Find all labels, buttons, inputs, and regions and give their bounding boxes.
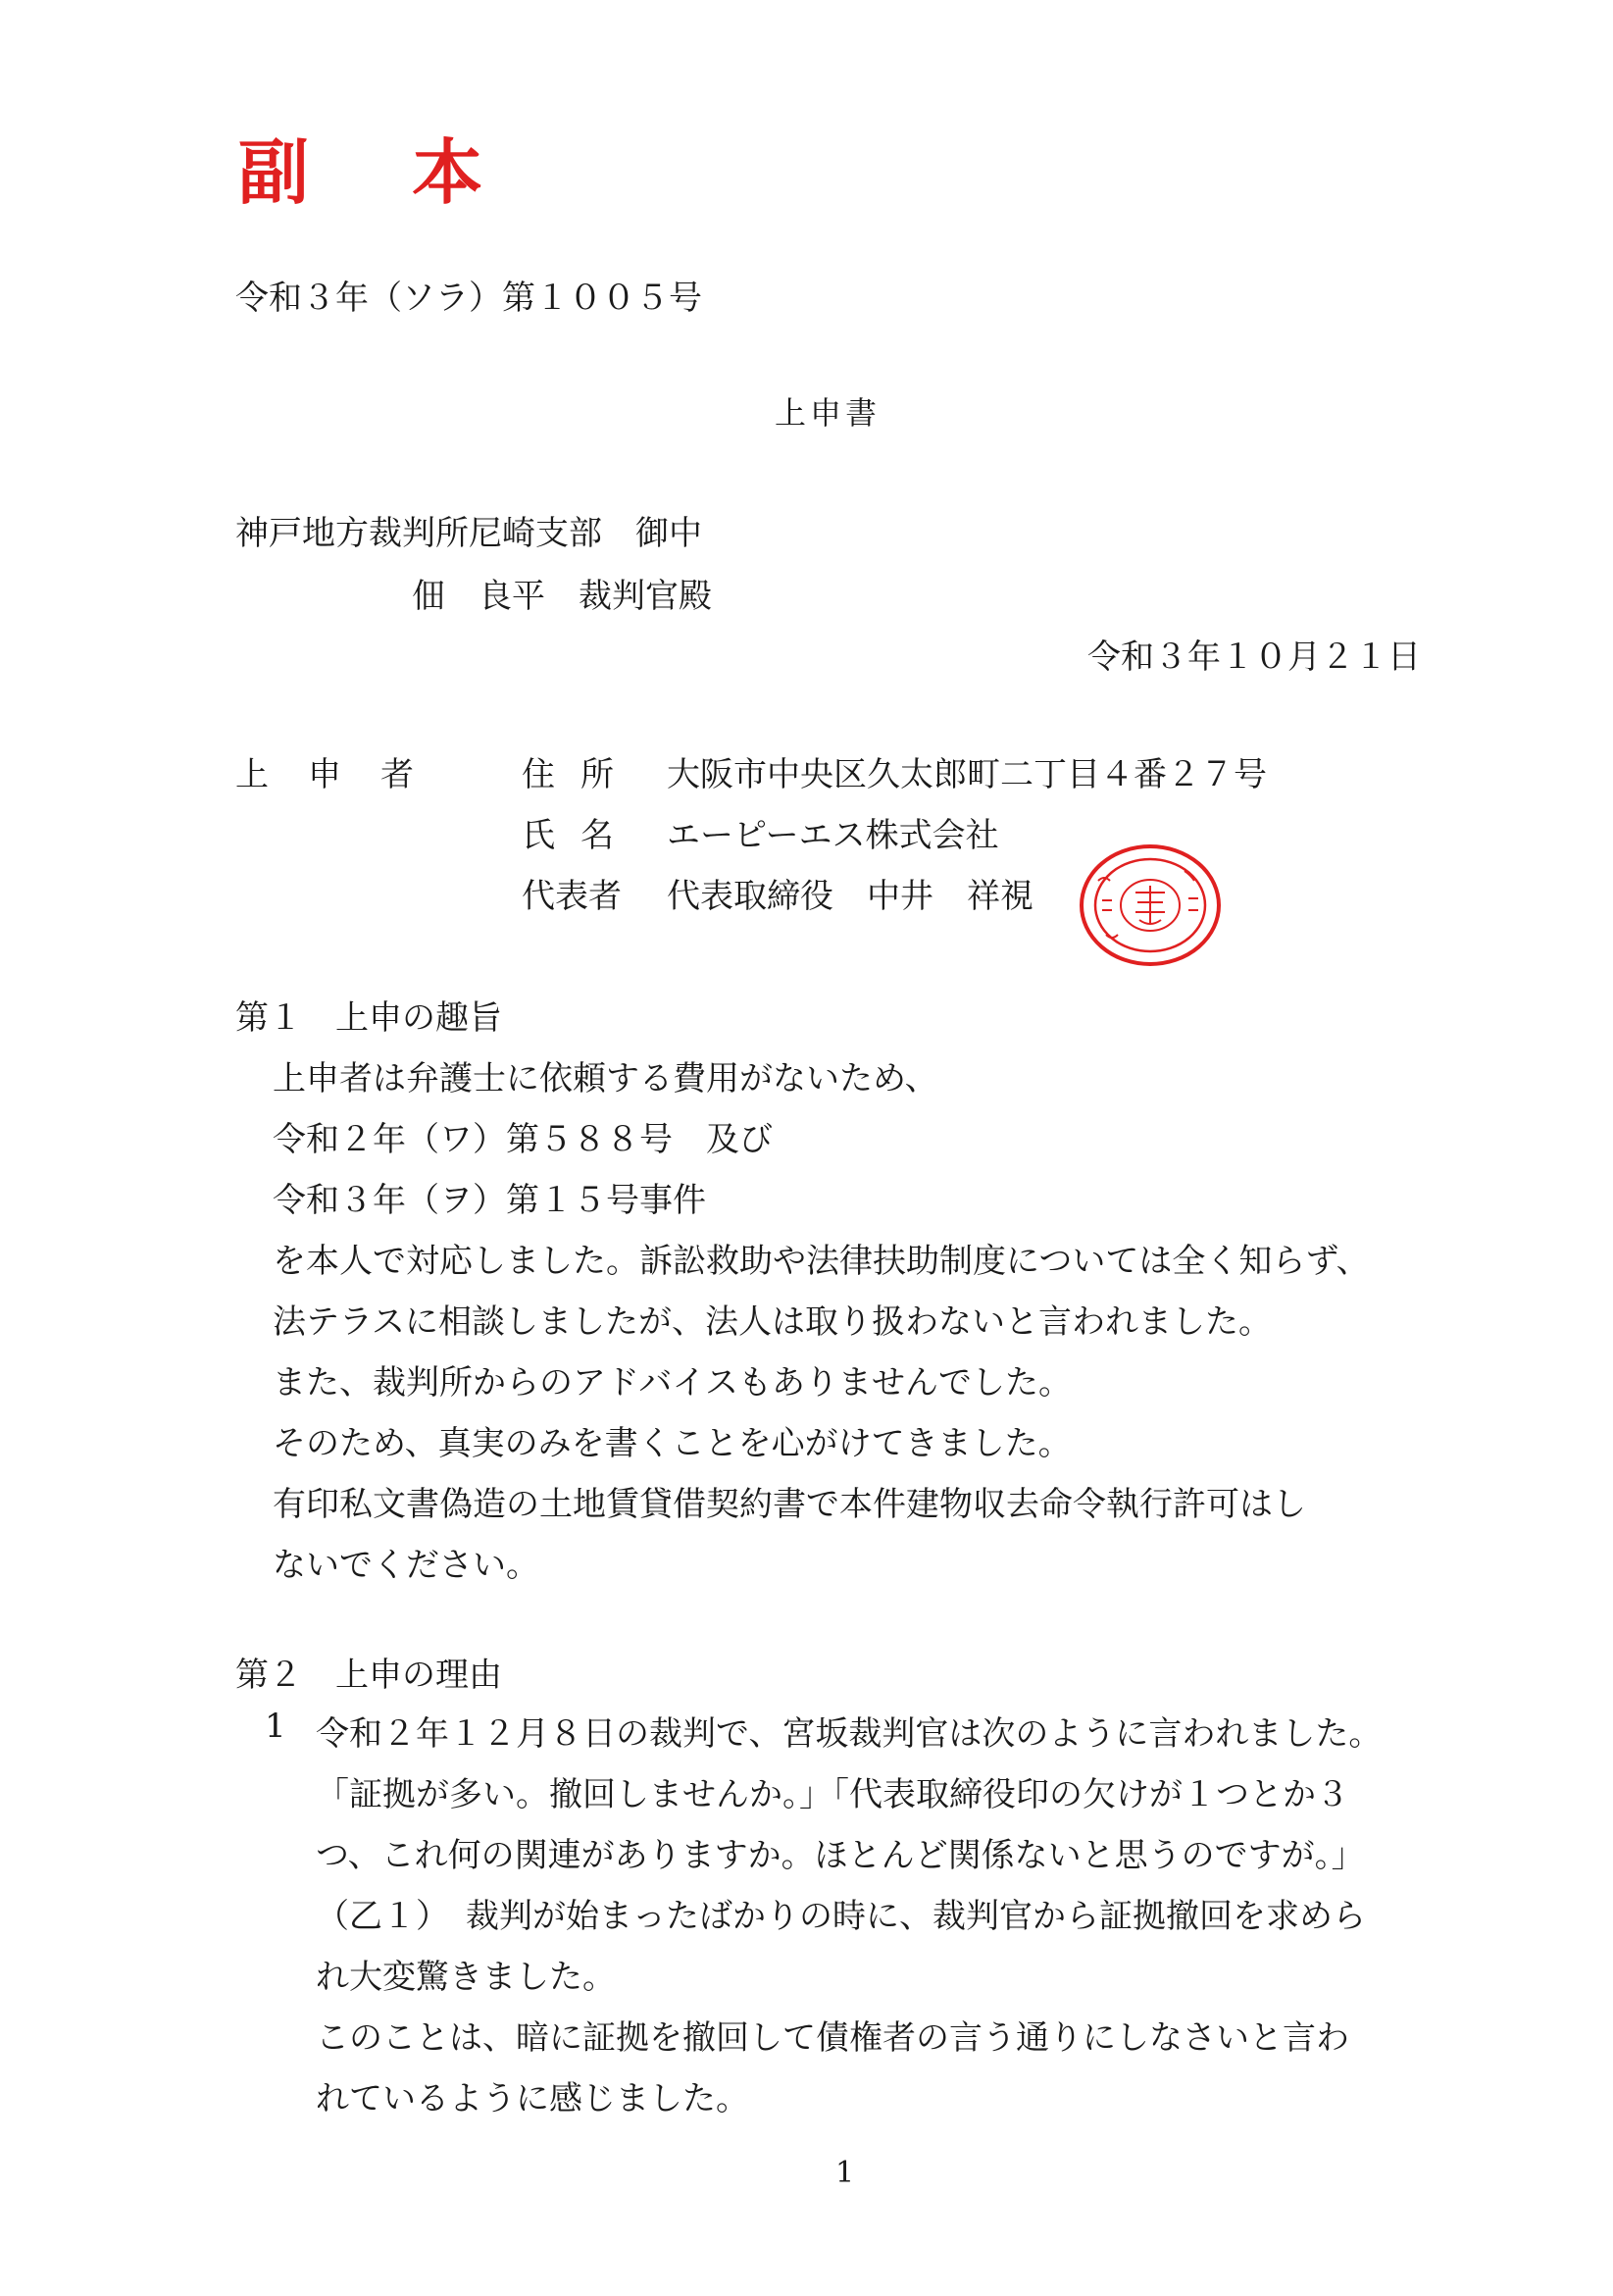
section1-line: そのため、真実のみを書くことを心がけてきました。 (273, 1424, 1072, 1463)
item-line: 令和２年１２月８日の裁判で、宮坂裁判官は次のように言われました。 (316, 1714, 1383, 1754)
section1-line: 令和２年（ワ）第５８８号 及び (273, 1120, 773, 1159)
representative-value: 代表取締役 中井 祥視 (667, 877, 1033, 916)
case-number: 令和３年（ソラ）第１００５号 (235, 279, 702, 318)
item-line: れ大変驚きました。 (316, 1958, 616, 1997)
address-value: 大阪市中央区久太郎町二丁目４番２７号 (667, 755, 1267, 794)
section1-line: を本人で対応しました。訴訟救助や法律扶助制度については全く知らず、 (273, 1242, 1370, 1281)
section2-heading: 第２ 上申の理由 (235, 1656, 502, 1695)
address-label: 住所 (522, 755, 639, 794)
section1-heading: 第１ 上申の趣旨 (235, 998, 502, 1038)
section1-line: また、裁判所からのアドバイスもありませんでした。 (273, 1363, 1072, 1403)
court-addressee: 神戸地方裁判所尼崎支部 御中 (235, 514, 702, 553)
document-date: 令和３年１０月２１日 (1087, 638, 1421, 677)
judge-addressee: 佃 良平 裁判官殿 (412, 577, 712, 616)
petitioner-label: 上申者 (235, 755, 453, 794)
section1-line: 法テラスに相談しましたが、法人は取り扱わないと言われました。 (273, 1302, 1272, 1342)
section1-line: 有印私文書偽造の土地賃貸借契約書で本件建物収去命令執行許可はし (273, 1485, 1306, 1524)
company-seal-icon (1077, 842, 1224, 969)
item-line: れているように感じました。 (316, 2079, 749, 2118)
section1-line: 上申者は弁護士に依頼する費用がないため、 (273, 1059, 938, 1098)
name-value: エーピーエス株式会社 (667, 816, 999, 855)
item-line: このことは、暗に証拠を撤回して債権者の言う通りにしなさいと言わ (316, 2018, 1349, 2058)
name-label: 氏名 (522, 816, 639, 855)
document-title: 上申書 (775, 394, 882, 432)
item-line: つ、これ何の関連がありますか。ほとんど関係ないと思うのですが。」 (316, 1836, 1365, 1875)
representative-label: 代表者 (522, 877, 622, 916)
section1-line: 令和３年（ヲ）第１５号事件 (273, 1181, 706, 1220)
item-line: （乙１） 裁判が始まったばかりの時に、裁判官から証拠撤回を求めら (316, 1897, 1366, 1936)
item-line: 「証拠が多い。撤回しませんか。」「代表取締役印の欠けが１つとか３ (316, 1775, 1349, 1814)
copy-stamp-label: 副 本 (238, 130, 523, 214)
item-number: 1 (265, 1707, 286, 1746)
page-number: 1 (835, 2156, 855, 2190)
section1-line: ないでください。 (273, 1546, 539, 1585)
